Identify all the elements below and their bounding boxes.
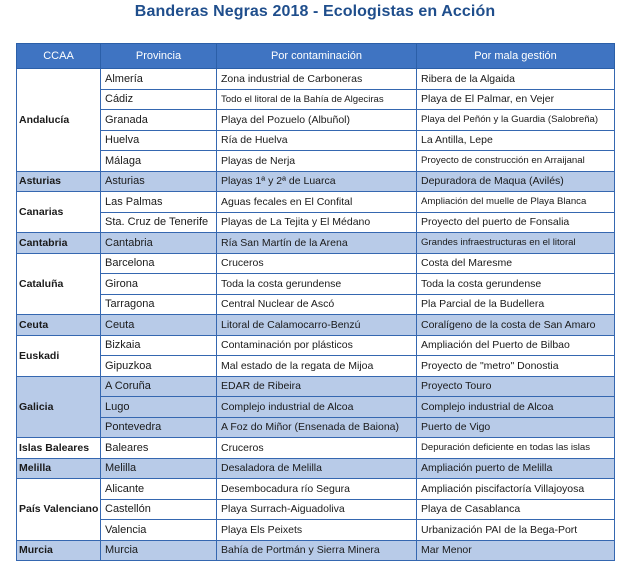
provincia-cell: Girona — [101, 274, 217, 295]
provincia-cell: A Coruña — [101, 376, 217, 397]
contaminacion-cell: Toda la costa gerundense — [217, 274, 417, 295]
contaminacion-cell: Mal estado de la regata de Mijoa — [217, 356, 417, 377]
table-row — [17, 315, 615, 336]
table-row — [17, 356, 615, 377]
contaminacion-cell: Todo el litoral de la Bahía de Algeciras — [217, 89, 417, 110]
contaminacion-cell: Playas de La Tejita y El Médano — [217, 212, 417, 233]
provincia-cell: Ceuta — [101, 315, 217, 336]
provincia-cell: Pontevedra — [101, 417, 217, 438]
contaminacion-cell: Bahía de Portmán y Sierra Minera — [217, 540, 417, 561]
provincia-cell: Tarragona — [101, 294, 217, 315]
provincia-cell: Melilla — [101, 458, 217, 479]
contaminacion-cell: Zona industrial de Carboneras — [217, 69, 417, 90]
ccaa-cell: Galicia — [17, 376, 101, 438]
provincia-cell: Cádiz — [101, 89, 217, 110]
gestion-cell: Ampliación del muelle de Playa Blanca — [417, 192, 615, 213]
gestion-cell: Depuradora de Maqua (Avilés) — [417, 171, 615, 192]
table-row — [17, 458, 615, 479]
ccaa-cell: Melilla — [17, 458, 101, 479]
column-header-ccaa: CCAA — [17, 44, 101, 69]
provincia-cell: Alicante — [101, 479, 217, 500]
table-header-row — [17, 44, 615, 69]
table-row — [17, 294, 615, 315]
gestion-cell: Playa de El Palmar, en Vejer — [417, 89, 615, 110]
contaminacion-cell: Central Nuclear de Ascó — [217, 294, 417, 315]
provincia-cell: Cantabria — [101, 233, 217, 254]
ccaa-cell: Cantabria — [17, 233, 101, 254]
provincia-cell: Asturias — [101, 171, 217, 192]
contaminacion-cell: A Foz do Miñor (Ensenada de Baiona) — [217, 417, 417, 438]
provincia-cell: Bizkaia — [101, 335, 217, 356]
table-body — [17, 69, 615, 561]
gestion-cell: Puerto de Vigo — [417, 417, 615, 438]
provincia-cell: Granada — [101, 110, 217, 131]
provincia-cell: Valencia — [101, 520, 217, 541]
gestion-cell: Coralígeno de la costa de San Amaro — [417, 315, 615, 336]
table-row — [17, 151, 615, 172]
contaminacion-cell: Playas 1ª y 2ª de Luarca — [217, 171, 417, 192]
contaminacion-cell: Aguas fecales en El Confital — [217, 192, 417, 213]
provincia-cell: Sta. Cruz de Tenerife — [101, 212, 217, 233]
table-row — [17, 130, 615, 151]
table-row — [17, 253, 615, 274]
table-row — [17, 171, 615, 192]
table-row — [17, 110, 615, 131]
provincia-cell: Almería — [101, 69, 217, 90]
gestion-cell: Playa del Peñón y la Guardia (Salobreña) — [417, 110, 615, 131]
ccaa-cell: Murcia — [17, 540, 101, 561]
table-row — [17, 376, 615, 397]
ccaa-cell: Canarias — [17, 192, 101, 233]
contaminacion-cell: Playa del Pozuelo (Albuñol) — [217, 110, 417, 131]
gestion-cell: Ampliación del Puerto de Bilbao — [417, 335, 615, 356]
gestion-cell: Mar Menor — [417, 540, 615, 561]
table-row — [17, 89, 615, 110]
provincia-cell: Barcelona — [101, 253, 217, 274]
contaminacion-cell: Complejo industrial de Alcoa — [217, 397, 417, 418]
contaminacion-cell: EDAR de Ribeira — [217, 376, 417, 397]
contaminacion-cell: Desembocadura río Segura — [217, 479, 417, 500]
banderas-negras-table — [16, 43, 615, 561]
provincia-cell: Castellón — [101, 499, 217, 520]
ccaa-cell: Andalucía — [17, 69, 101, 172]
table-row — [17, 499, 615, 520]
contaminacion-cell: Playas de Nerja — [217, 151, 417, 172]
contaminacion-cell: Cruceros — [217, 438, 417, 459]
gestion-cell: Costa del Maresme — [417, 253, 615, 274]
provincia-cell: Murcia — [101, 540, 217, 561]
ccaa-cell: Ceuta — [17, 315, 101, 336]
contaminacion-cell: Desaladora de Melilla — [217, 458, 417, 479]
ccaa-cell: Euskadi — [17, 335, 101, 376]
gestion-cell: Grandes infraestructuras en el litoral — [417, 233, 615, 254]
column-header-gestion: Por mala gestión — [417, 44, 615, 69]
provincia-cell: Baleares — [101, 438, 217, 459]
table-row — [17, 417, 615, 438]
gestion-cell: Ampliación puerto de Melilla — [417, 458, 615, 479]
column-header-provincia: Provincia — [101, 44, 217, 69]
contaminacion-cell: Cruceros — [217, 253, 417, 274]
table-row — [17, 479, 615, 500]
contaminacion-cell: Ría de Huelva — [217, 130, 417, 151]
table-row — [17, 192, 615, 213]
gestion-cell: Proyecto del puerto de Fonsalia — [417, 212, 615, 233]
gestion-cell: Proyecto de "metro" Donostia — [417, 356, 615, 377]
gestion-cell: Complejo industrial de Alcoa — [417, 397, 615, 418]
provincia-cell: Lugo — [101, 397, 217, 418]
ccaa-cell: Cataluña — [17, 253, 101, 315]
table-row — [17, 438, 615, 459]
table-row — [17, 335, 615, 356]
ccaa-cell: Islas Baleares — [17, 438, 101, 459]
gestion-cell: Proyecto de construcción en Arraijanal — [417, 151, 615, 172]
provincia-cell: Las Palmas — [101, 192, 217, 213]
contaminacion-cell: Playa Surrach-Aiguadoliva — [217, 499, 417, 520]
gestion-cell: Urbanización PAI de la Bega-Port — [417, 520, 615, 541]
gestion-cell: Ribera de la Algaida — [417, 69, 615, 90]
column-header-contaminacion: Por contaminación — [217, 44, 417, 69]
contaminacion-cell: Playa Els Peixets — [217, 520, 417, 541]
table-row — [17, 69, 615, 90]
table-row — [17, 274, 615, 295]
table-row — [17, 520, 615, 541]
table-row — [17, 233, 615, 254]
table-row — [17, 212, 615, 233]
provincia-cell: Málaga — [101, 151, 217, 172]
ccaa-cell: País Valenciano — [17, 479, 101, 541]
gestion-cell: Toda la costa gerundense — [417, 274, 615, 295]
contaminacion-cell: Ría San Martín de la Arena — [217, 233, 417, 254]
page-title: Banderas Negras 2018 - Ecologistas en Acción — [134, 3, 496, 20]
contaminacion-cell: Contaminación por plásticos — [217, 335, 417, 356]
contaminacion-cell: Litoral de Calamocarro-Benzú — [217, 315, 417, 336]
gestion-cell: Ampliación piscifactoría Villajoyosa — [417, 479, 615, 500]
ccaa-cell: Asturias — [17, 171, 101, 192]
gestion-cell: La Antilla, Lepe — [417, 130, 615, 151]
provincia-cell: Gipuzkoa — [101, 356, 217, 377]
table-row — [17, 397, 615, 418]
gestion-cell: Proyecto Touro — [417, 376, 615, 397]
provincia-cell: Huelva — [101, 130, 217, 151]
gestion-cell: Depuración deficiente en todas las islas — [417, 438, 615, 459]
table-row — [17, 540, 615, 561]
gestion-cell: Playa de Casablanca — [417, 499, 615, 520]
gestion-cell: Pla Parcial de la Budellera — [417, 294, 615, 315]
